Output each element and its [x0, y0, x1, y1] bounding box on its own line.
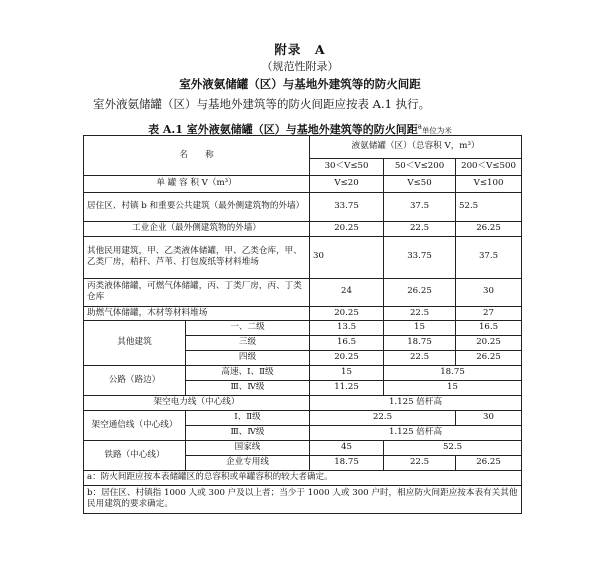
sub-label: Ⅲ、Ⅳ级	[186, 426, 310, 441]
sub-label: 三级	[186, 336, 310, 351]
other-buildings-label: 其他建筑	[84, 321, 186, 366]
cell: 27	[456, 306, 522, 321]
range-3: 200＜V≤500	[456, 159, 522, 176]
fire-distance-table	[83, 135, 522, 514]
cell: 22.5	[384, 351, 456, 366]
row-label: 工业企业（最外侧建筑物的外墙）	[84, 222, 310, 237]
table-row	[84, 278, 522, 306]
table-row	[84, 411, 522, 426]
table-header-row	[84, 136, 522, 159]
name-header: 名 称	[84, 136, 310, 176]
cell: 1.125 倍杆高	[310, 396, 522, 411]
cell: 26.25	[384, 278, 456, 306]
cell: 30	[456, 278, 522, 306]
cell: 1.125 倍杆高	[310, 426, 522, 441]
cell: 18.75	[310, 456, 384, 471]
cell: 20.25	[310, 306, 384, 321]
cell: 52.5	[456, 193, 522, 222]
row-label: 其他民用建筑，甲、乙类液体储罐，甲、乙类仓库，甲、乙类厂房，秸秆、芦苇、打包废纸等材料堆场	[84, 236, 310, 278]
cell: 20.25	[456, 336, 522, 351]
cell: 22.5	[384, 456, 456, 471]
cell: 26.25	[456, 351, 522, 366]
normative-note: （规范性附录）	[261, 60, 339, 73]
cell: 15	[384, 381, 522, 396]
row-label: 助燃气体储罐，木材等材料堆场	[84, 306, 310, 321]
cell: 11.25	[310, 381, 384, 396]
row-label: 居住区、村镇 b 和重要公共建筑（最外侧建筑物的外墙）	[84, 193, 310, 222]
cell: 20.25	[310, 222, 384, 237]
appendix-title: 附录 A	[274, 42, 326, 57]
table-row	[84, 193, 522, 222]
cell: 18.75	[384, 336, 456, 351]
cell: 22.5	[310, 411, 456, 426]
sub-label: Ⅰ、Ⅱ级	[186, 411, 310, 426]
single-tank-label: 单 罐 容 积 V（m³）	[84, 176, 310, 193]
cell: 37.5	[456, 236, 522, 278]
single-3: V≤100	[456, 176, 522, 193]
road-label: 公路（路边）	[84, 366, 186, 396]
row-label: 丙类液体储罐，可燃气体储罐，丙、丁类厂房，丙、丁类仓库	[84, 278, 310, 306]
cell: 20.25	[310, 351, 384, 366]
group-header: 液氨储罐（区）（总容积 V，m³）	[310, 136, 522, 159]
cell: 22.5	[384, 222, 456, 237]
cell: 26.25	[456, 456, 522, 471]
table-row	[84, 306, 522, 321]
cell: 33.75	[384, 236, 456, 278]
cell: 30	[456, 411, 522, 426]
cell: 18.75	[384, 366, 522, 381]
table-row	[84, 396, 522, 411]
cell: 26.25	[456, 222, 522, 237]
table-row	[84, 222, 522, 237]
single-tank-row	[84, 176, 522, 193]
sub-label: 一、二级	[186, 321, 310, 336]
cell: 15	[310, 366, 384, 381]
cell: 52.5	[384, 441, 522, 456]
note-row	[84, 485, 522, 513]
cell: 30	[310, 236, 384, 278]
cell: 15	[384, 321, 456, 336]
table-row	[84, 236, 522, 278]
caption-footnote-mark: a	[417, 122, 422, 131]
cell: 37.5	[384, 193, 456, 222]
sub-label: 企业专用线	[186, 456, 310, 471]
sub-label: Ⅲ、Ⅳ级	[186, 381, 310, 396]
note-row	[84, 471, 522, 486]
table-row	[84, 441, 522, 456]
intro-paragraph: 室外液氨储罐（区）与基地外建筑等的防火间距应按表 A.1 执行。	[93, 97, 431, 111]
cell: 33.75	[310, 193, 384, 222]
telecom-label: 架空通信线（中心线）	[84, 411, 186, 441]
cell: 24	[310, 278, 384, 306]
cell: 22.5	[384, 306, 456, 321]
caption-unit: 单位为米	[421, 126, 452, 135]
range-1: 30＜V≤50	[310, 159, 384, 176]
range-2: 50＜V≤200	[384, 159, 456, 176]
row-label: 架空电力线（中心线）	[84, 396, 310, 411]
table-row	[84, 366, 522, 381]
note-a: a：防火间距应按本表储罐区的总容积或单罐容积的较大者确定。	[84, 471, 522, 486]
sub-label: 高速、Ⅰ、Ⅱ级	[186, 366, 310, 381]
cell: 16.5	[456, 321, 522, 336]
single-1: V≤20	[310, 176, 384, 193]
cell: 45	[310, 441, 384, 456]
table-row	[84, 321, 522, 336]
sub-label: 国家线	[186, 441, 310, 456]
single-2: V≤50	[384, 176, 456, 193]
sub-label: 四级	[186, 351, 310, 366]
cell: 16.5	[310, 336, 384, 351]
railway-label: 铁路（中心线）	[84, 441, 186, 471]
note-b: b：居住区、村镇指 1000 人或 300 户及以上者；当少于 1000 人或 300 户时，相应防火间距应按本表有关其他民用建筑的要求确定。	[84, 485, 522, 513]
cell: 13.5	[310, 321, 384, 336]
section-title: 室外液氨储罐（区）与基地外建筑等的防火间距	[179, 77, 421, 91]
caption-text: 表 A.1 室外液氨储罐（区）与基地外建筑等的防火间距	[148, 123, 418, 136]
